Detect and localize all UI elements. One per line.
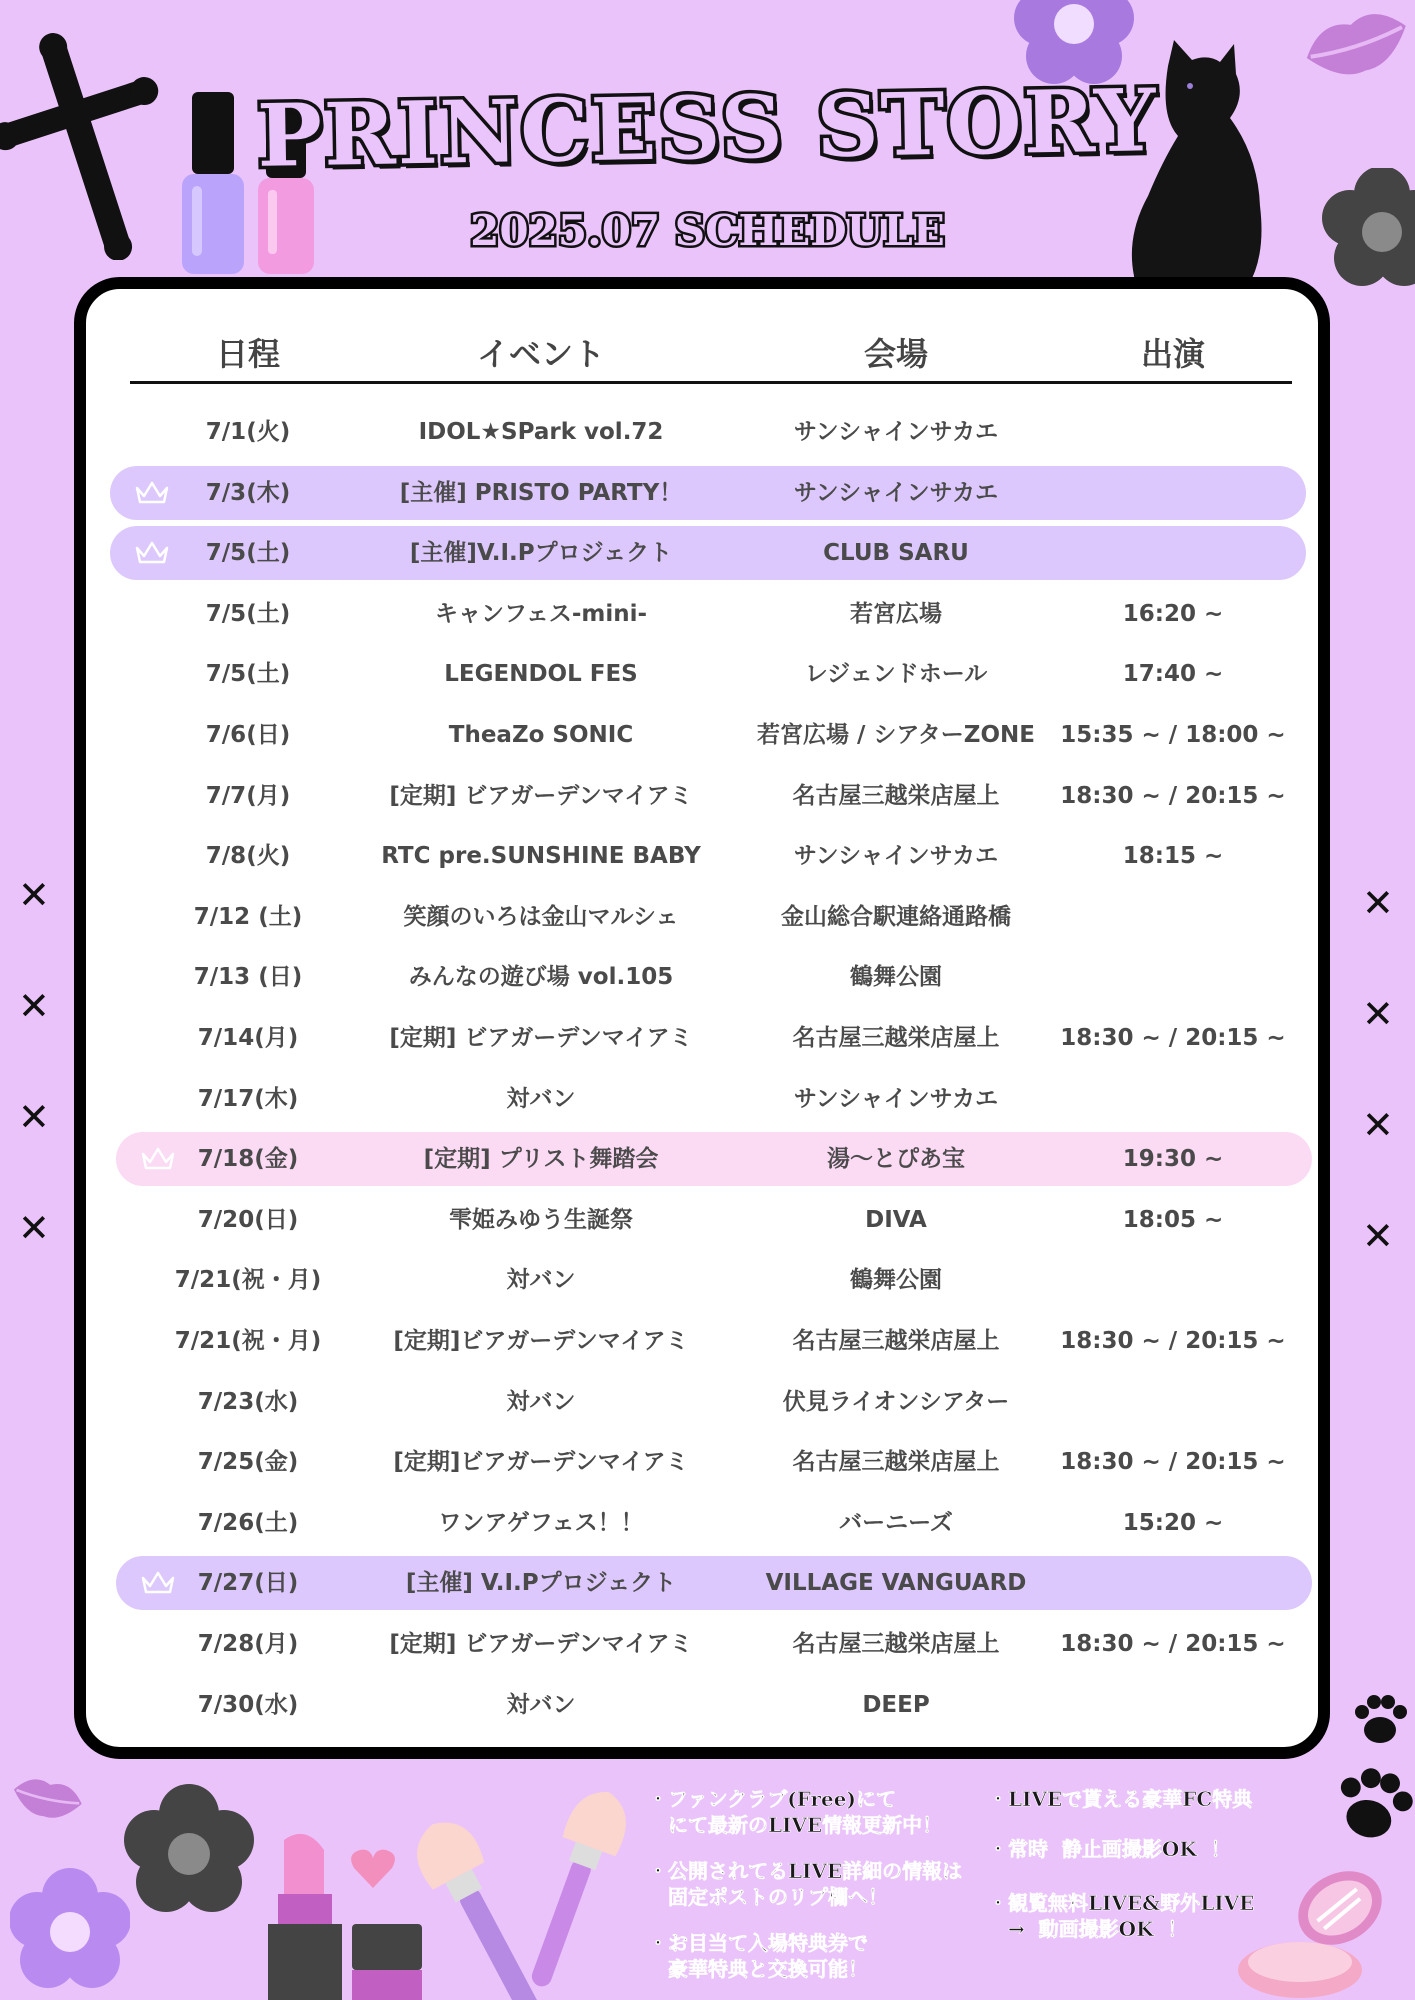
heart-icon [350, 1848, 396, 1890]
row-performance: 18:30 ~ / 20:15 ~ [1060, 1025, 1286, 1051]
makeup-brush-icon [414, 1778, 654, 2000]
row-event: [定期] プリスト舞踏会 [423, 1146, 659, 1173]
schedule-card [74, 277, 1330, 1759]
x-mark-icon: ✕ [1362, 881, 1394, 925]
x-mark-icon: ✕ [1362, 992, 1394, 1036]
row-venue: 鶴舞公園 [850, 1267, 942, 1294]
row-date: 7/7(月) [205, 782, 291, 809]
row-event: 対バン [506, 1691, 576, 1718]
poster-title: PRINCESS STORY [256, 70, 1159, 187]
row-date: 7/13 (日) [193, 964, 303, 991]
row-event: [定期] ビアガーデンマイアミ [389, 1025, 693, 1051]
row-performance: 18:30 ~ / 20:15 ~ [1060, 1328, 1286, 1354]
flower-icon [10, 1866, 130, 2000]
table-row [116, 1556, 1312, 1610]
row-date: 7/8(火) [205, 843, 291, 870]
table-row [86, 708, 1318, 762]
row-event: [主催] V.I.Pプロジェクト [405, 1570, 677, 1597]
row-date: 7/12 (土) [193, 903, 303, 930]
row-venue: 若宮広場 [850, 600, 942, 627]
row-date: 7/5(土) [205, 661, 291, 688]
row-venue: 名古屋三越栄店屋上 [792, 1631, 1000, 1657]
row-event: 雫姫みゆう生誕祭 [449, 1206, 633, 1233]
note-right-1: ・LIVEで貰える豪華FC特典 [988, 1787, 1253, 1811]
row-venue: サンシャインサカエ [793, 419, 999, 445]
table-row [110, 526, 1306, 580]
row-event: キャンフェス-mini- [434, 600, 648, 627]
row-performance: 18:15 ~ [1122, 843, 1224, 870]
table-row [86, 1678, 1318, 1732]
row-event: LEGENDOL FES [444, 661, 638, 688]
row-date: 7/28(月) [197, 1631, 299, 1657]
row-performance: 17:40 ~ [1122, 661, 1224, 688]
row-event: 対バン [506, 1267, 576, 1294]
row-performance: 19:30 ~ [1122, 1146, 1224, 1173]
row-venue: 湯～とぴあ宝 [827, 1146, 965, 1173]
table-row [86, 1617, 1318, 1671]
table-row [86, 1375, 1318, 1429]
row-venue: 若宮広場 / シアターZONE [757, 722, 1035, 748]
row-venue: 金山総合駅連絡通路橋 [781, 903, 1011, 930]
row-event: [定期]ビアガーデンマイアミ [393, 1449, 689, 1476]
row-date: 7/14(月) [197, 1025, 299, 1051]
note-left-1: ・ファンクラブ(Free)にて にて最新のLIVE情報更新中！ [648, 1787, 943, 1837]
row-venue: 伏見ライオンシアター [782, 1388, 1010, 1415]
row-venue: レジェンドホール [804, 661, 988, 688]
row-venue: バーニーズ [839, 1509, 953, 1536]
row-performance: 15:20 ~ [1122, 1509, 1224, 1536]
x-mark-icon: ✕ [18, 1206, 50, 1250]
row-event: 対バン [506, 1085, 576, 1112]
column-header-performance: 出演 [1140, 335, 1206, 373]
table-row [86, 1314, 1318, 1368]
poster-subtitle: 2025.07 SCHEDULE [470, 206, 945, 255]
column-header-event: イベント [476, 335, 606, 373]
row-performance: 16:20 ~ [1122, 600, 1224, 627]
row-event: 笑顔のいろは金山マルシェ [403, 903, 679, 930]
column-header-date: 日程 [215, 335, 281, 373]
row-performance: 18:30 ~ / 20:15 ~ [1060, 1631, 1286, 1657]
row-venue: サンシャインサカエ [793, 1085, 999, 1112]
row-date: 7/26(土) [197, 1509, 299, 1536]
x-mark-icon: ✕ [18, 873, 50, 917]
table-row [110, 466, 1306, 520]
row-venue: DEEP [862, 1691, 930, 1718]
row-date: 7/3(木) [205, 479, 291, 506]
row-venue: 名古屋三越栄店屋上 [792, 1449, 1000, 1476]
row-date: 7/30(水) [197, 1691, 299, 1718]
row-venue: 名古屋三越栄店屋上 [792, 1025, 1000, 1051]
table-row [86, 890, 1318, 944]
table-header [86, 329, 1318, 379]
table-row [86, 1435, 1318, 1489]
x-mark-icon: ✕ [18, 984, 50, 1028]
note-right-2: ・常時 静止画撮影OK ！ [988, 1837, 1231, 1861]
table-row [86, 647, 1318, 701]
x-mark-icon: ✕ [1362, 1103, 1394, 1147]
row-event: みんなの遊び場 vol.105 [408, 964, 674, 991]
table-row [86, 405, 1318, 459]
row-event: [定期] ビアガーデンマイアミ [389, 1631, 693, 1657]
row-venue: サンシャインサカエ [793, 843, 999, 870]
note-right-3: ・観覧無料LIVE&野外LIVE → 動画撮影OK ！ [988, 1891, 1255, 1941]
crown-icon [140, 1570, 176, 1596]
row-event: [主催] PRISTO PARTY！ [399, 479, 683, 506]
row-date: 7/5(土) [205, 600, 291, 627]
table-row [86, 829, 1318, 883]
row-date: 7/27(日) [197, 1570, 299, 1597]
table-row [86, 587, 1318, 641]
row-date: 7/1(火) [205, 419, 291, 445]
row-date: 7/23(水) [197, 1388, 299, 1415]
row-date: 7/21(祝・月) [174, 1267, 322, 1294]
row-event: 対バン [506, 1388, 576, 1415]
table-row [86, 769, 1318, 823]
row-date: 7/6(日) [205, 722, 291, 748]
table-row [86, 1072, 1318, 1126]
column-header-venue: 会場 [863, 335, 929, 373]
flower-icon [124, 1784, 254, 1914]
row-venue: CLUB SARU [823, 540, 969, 567]
row-date: 7/18(金) [197, 1146, 299, 1173]
crown-icon [134, 480, 170, 506]
table-row [86, 1193, 1318, 1247]
row-performance: 18:05 ~ [1122, 1206, 1224, 1233]
x-mark-icon: ✕ [18, 1095, 50, 1139]
crown-icon [134, 540, 170, 566]
row-venue: DIVA [865, 1206, 927, 1233]
row-date: 7/17(木) [197, 1085, 299, 1112]
row-date: 7/21(祝・月) [174, 1328, 322, 1354]
row-date: 7/5(土) [205, 540, 291, 567]
table-row [86, 1253, 1318, 1307]
row-venue: 名古屋三越栄店屋上 [792, 782, 1000, 809]
table-row [86, 1011, 1318, 1065]
row-event: ワンアゲフェス！！ [438, 1509, 644, 1536]
row-date: 7/20(日) [197, 1206, 299, 1233]
row-venue: 名古屋三越栄店屋上 [792, 1328, 1000, 1354]
row-event: RTC pre.SUNSHINE BABY [381, 843, 701, 870]
row-venue: VILLAGE VANGUARD [765, 1570, 1027, 1597]
x-mark-icon: ✕ [1362, 1214, 1394, 1258]
row-event: IDOL★SPark vol.72 [418, 419, 664, 445]
row-performance: 15:35 ~ / 18:00 ~ [1060, 722, 1286, 748]
note-left-3: ・お目当て入場特典券で 豪華特典と交換可能！ [648, 1931, 868, 1981]
row-event: [主催]V.I.Pプロジェクト [409, 540, 673, 567]
row-event: [定期]ビアガーデンマイアミ [393, 1328, 689, 1354]
row-date: 7/25(金) [197, 1449, 299, 1476]
crown-icon [140, 1146, 176, 1172]
paw-icon [1330, 1760, 1415, 1850]
row-venue: サンシャインサカエ [793, 479, 999, 506]
table-row [86, 1496, 1318, 1550]
paw-icon [1350, 1690, 1410, 1750]
table-row [116, 1132, 1312, 1186]
row-venue: 鶴舞公園 [850, 964, 942, 991]
row-performance: 18:30 ~ / 20:15 ~ [1060, 782, 1286, 809]
lips-icon [8, 1770, 88, 1822]
lipstick-icon [266, 1830, 346, 2000]
note-left-2: ・公開されてるLIVE詳細の情報は 固定ポストのリプ欄へ！ [648, 1859, 963, 1909]
row-event: [定期] ビアガーデンマイアミ [389, 782, 693, 809]
header-divider [130, 381, 1292, 384]
row-performance: 18:30 ~ / 20:15 ~ [1060, 1449, 1286, 1476]
table-row [86, 950, 1318, 1004]
row-event: TheaZo SONIC [448, 722, 634, 748]
